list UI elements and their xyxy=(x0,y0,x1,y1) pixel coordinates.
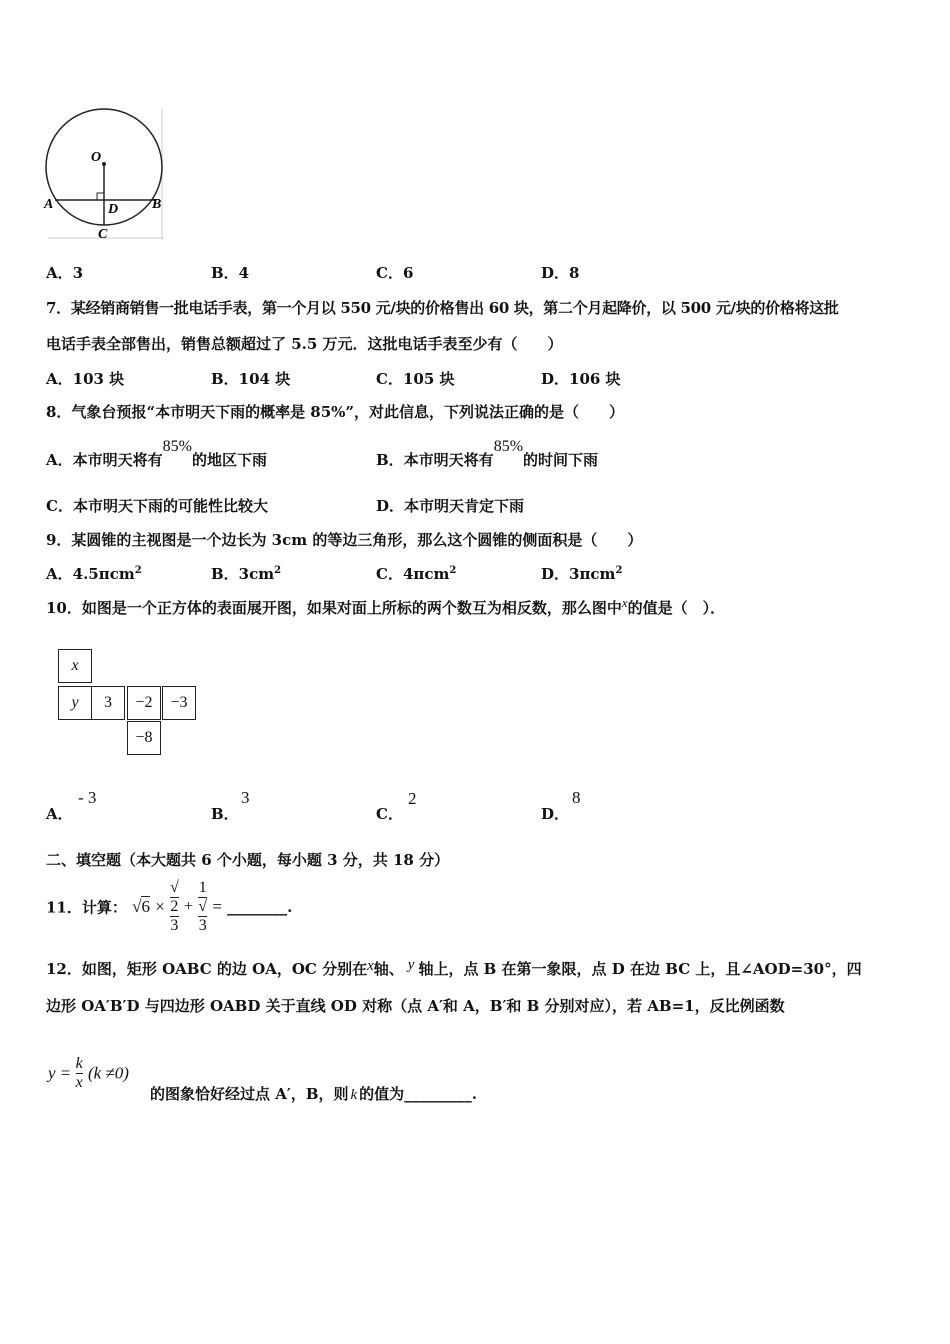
q8-option-b-post: 的时间下雨 xyxy=(523,451,599,469)
q9-option-d-text: D．3πcm xyxy=(541,565,616,583)
q9-option-b-sup: 2 xyxy=(274,565,282,576)
q12-formula-x: x xyxy=(75,1074,83,1091)
q10-option-d-letter: D． xyxy=(541,805,570,823)
q12-formula xyxy=(48,1055,129,1092)
label-c: C xyxy=(98,227,108,242)
q11-fraction2 xyxy=(198,879,207,935)
q11-frac2-radicand: 3 xyxy=(198,917,207,934)
q10-option-c-letter: C． xyxy=(376,805,403,823)
net-cell-minus8: −8 xyxy=(127,721,161,755)
q7-option-d: D．106 块 xyxy=(541,370,621,388)
q11-sqrt6-radicand: 6 xyxy=(141,897,150,916)
q8-option-a xyxy=(46,438,267,470)
q8-option-b-value: 85% xyxy=(493,438,524,455)
q10-option-c-value: 2 xyxy=(408,789,417,808)
q11-frac2-den: √ 3 xyxy=(198,898,208,934)
label-o: O xyxy=(91,150,102,165)
q9-option-d xyxy=(541,563,622,584)
q8-option-c: C．本市明天下雨的可能性比较大 xyxy=(46,497,268,515)
q7-stem-line2: 电话手表全部售出，销售总额超过了 5.5 万元．这批电话手表至少有（ ） xyxy=(46,335,563,353)
q11-frac1-den: 3 xyxy=(170,917,179,934)
q8-option-a-pre: A．本市明天将有 xyxy=(46,451,163,469)
net-cell-minus3: −3 xyxy=(162,686,196,720)
q9-option-a-text: A．4.5πcm xyxy=(46,565,135,583)
q12-answer-blank[interactable]: _________ xyxy=(404,1085,472,1103)
q9-option-a-sup: 2 xyxy=(134,565,142,576)
q7-option-c: C．105 块 xyxy=(376,370,455,388)
net-cell-3: 3 xyxy=(91,686,125,720)
q7-option-b: B．104 块 xyxy=(211,370,291,388)
q10-option-b-letter: B． xyxy=(211,805,239,823)
q8-option-b xyxy=(376,438,599,470)
q8-option-a-post: 的地区下雨 xyxy=(191,451,267,469)
q10-option-a-letter: A． xyxy=(46,805,73,823)
q11-period: . xyxy=(287,898,293,916)
q10-stem-pre: 10．如图是一个正方体的表面展开图，如果对面上所标的两个数互为相反数，那么图中 xyxy=(46,599,622,617)
q6-option-d: D．8 xyxy=(541,264,580,282)
q8-option-d: D．本市明天肯定下雨 xyxy=(376,497,525,515)
net-cell-x: x xyxy=(58,649,92,683)
net-cell-y: y xyxy=(58,686,92,720)
q10-option-a-value: - 3 xyxy=(78,788,97,807)
q6-option-c: C．6 xyxy=(376,264,414,282)
q12-formula-k: k xyxy=(75,1055,83,1072)
q11-frac2-num: 1 xyxy=(198,879,207,896)
q12-var-k: k xyxy=(350,1087,358,1103)
q6-option-a: A．3 xyxy=(46,264,84,282)
label-a: A xyxy=(44,197,54,212)
q12-stem-line3 xyxy=(150,1083,477,1104)
q12-line3-a: 的图象恰好经过点 A′，B，则 xyxy=(150,1085,349,1103)
q12-line1-c: 轴上，点 B 在第一象限，点 D 在边 BC 上，且∠AOD=30°，四 xyxy=(418,960,862,978)
q12-var-x: x xyxy=(367,958,374,974)
q11-plus: + xyxy=(184,898,194,915)
q10-option-d-value: 8 xyxy=(572,788,581,807)
q12-stem-line2: 边形 OA′B′D 与四边形 OABD 关于直线 OD 对称（点 A′和 A，B′和 B 分别对应），若 AB=1，反比例函数 xyxy=(46,997,785,1015)
q8-option-a-value: 85% xyxy=(162,438,192,455)
q12-line3-b: 的值为 xyxy=(359,1085,405,1103)
q9-option-d-sup: 2 xyxy=(615,565,623,576)
q7-stem-line1: 7．某经销商销售一批电话手表，第一个月以 550 元/块的价格售出 60 块，第二个月起降价，以 500 元/块的价格将这批 xyxy=(46,299,839,317)
q10-stem xyxy=(46,597,725,618)
q12-formula-frac xyxy=(76,1055,83,1092)
q9-option-c xyxy=(376,563,456,584)
q9-option-b xyxy=(211,563,281,584)
q11-equals: = xyxy=(212,897,222,916)
q10-stem-post: 的值是（ ）． xyxy=(627,599,726,617)
q9-option-b-text: B．3cm xyxy=(211,565,275,583)
q11-sqrt6: √6 xyxy=(132,897,150,916)
q8-stem: 8．气象台预报“本市明天下雨的概率是 85%”，对此信息，下列说法正确的是（ ） xyxy=(46,403,625,421)
q11-answer-blank[interactable]: ________ xyxy=(227,898,288,916)
label-d: D xyxy=(108,202,119,217)
q11-label: 11．计算： xyxy=(46,898,127,917)
q10-stem-var: x xyxy=(621,595,628,610)
q12-line1-a: 12．如图，矩形 OABC 的边 OA，OC 分别在 xyxy=(46,960,368,978)
q9-option-a xyxy=(46,563,142,584)
q8-option-b-pre: B．本市明天将有 xyxy=(376,451,494,469)
q12-formula-eq: = xyxy=(60,1063,71,1083)
q12-stem-line1 xyxy=(46,958,862,979)
q6-option-b: B．4 xyxy=(211,264,250,282)
q11-frac1-num: √ 2 xyxy=(170,879,179,915)
q9-option-c-text: C．4πcm xyxy=(376,565,450,583)
q11-expression xyxy=(46,879,292,935)
q11-times: × xyxy=(155,897,165,916)
q12-formula-condition: (k ≠0) xyxy=(87,1063,129,1083)
q12-period: . xyxy=(471,1085,477,1103)
q12-line1-b: 轴、 xyxy=(373,960,404,978)
center-point xyxy=(102,162,106,166)
circle-figure xyxy=(40,100,170,245)
q9-option-c-sup: 2 xyxy=(449,565,457,576)
q10-option-b-value: 3 xyxy=(241,788,250,807)
q7-option-a: A．103 块 xyxy=(46,370,125,388)
label-b: B xyxy=(152,197,162,212)
q11-frac1-radicand: 2 xyxy=(170,898,179,915)
q12-formula-y: y xyxy=(48,1063,56,1083)
net-cell-minus2: −2 xyxy=(127,686,161,720)
section2-title: 二、填空题（本大题共 6 个小题，每小题 3 分，共 18 分） xyxy=(46,851,450,869)
q9-stem: 9．某圆锥的主视图是一个边长为 3cm 的等边三角形，那么这个圆锥的侧面积是（ ） xyxy=(46,531,643,549)
q12-var-y: y xyxy=(407,957,415,973)
q11-fraction1 xyxy=(170,879,179,935)
